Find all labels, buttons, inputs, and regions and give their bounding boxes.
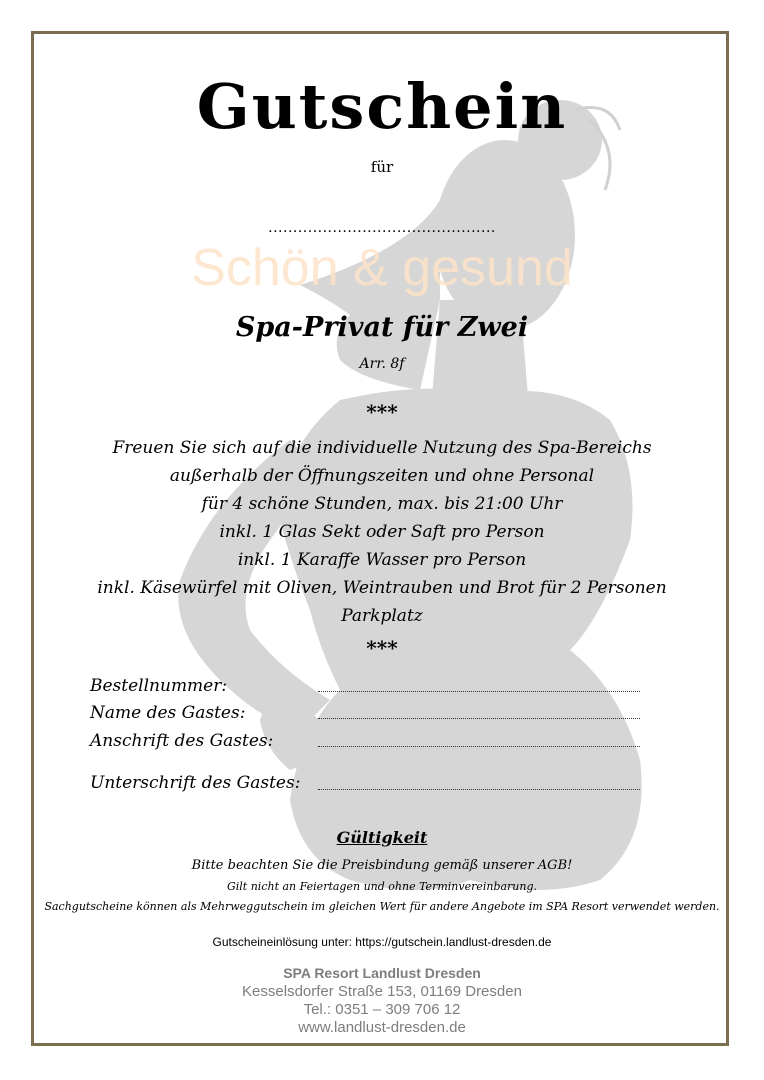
feature-line: außerhalb der Öffnungszeiten und ohne Personal [169, 466, 595, 486]
feature-line: für 4 schöne Stunden, max. bis 21:00 Uhr [201, 494, 563, 514]
guest-address-label: Anschrift des Gastes: [90, 731, 274, 751]
separator-bottom: *** [366, 636, 398, 660]
feature-line: inkl. Käsewürfel mit Oliven, Weintrauben und Brot für 2 Personen [97, 578, 667, 598]
validity-note-holidays: Gilt nicht an Feiertagen und ohne Terminvereinbarung. [226, 880, 538, 893]
redemption-link[interactable]: Gutscheineinlösung unter: https://gutschein.landlust-dresden.de [212, 935, 552, 949]
guest-name-label: Name des Gastes: [90, 703, 246, 723]
feature-line: inkl. 1 Glas Sekt oder Saft pro Person [219, 522, 545, 542]
feature-line: Parkplatz [341, 606, 423, 626]
feature-line: Freuen Sie sich auf die individuelle Nutzung des Spa-Bereichs [112, 438, 652, 458]
voucher-title: Gutschein [196, 70, 568, 143]
resort-name: SPA Resort Landlust Dresden [283, 965, 481, 981]
validity-note-multiuse: Sachgutscheine können als Mehrweggutschein im gleichen Wert für andere Angebote im SPA Resort verwendet werden. [44, 900, 720, 913]
order-number-field[interactable] [318, 690, 640, 692]
resort-website[interactable]: www.landlust-dresden.de [298, 1019, 466, 1036]
order-number-label: Bestellnummer: [90, 676, 228, 696]
guest-signature-field[interactable] [318, 788, 640, 790]
resort-address: Kesselsdorfer Straße 153, 01169 Dresden [242, 983, 522, 1000]
resort-phone: Tel.: 0351 – 309 706 12 [303, 1001, 461, 1018]
guest-name-field[interactable] [318, 717, 640, 719]
package-title: Spa-Privat für Zwei [235, 312, 529, 343]
validity-heading: Gültigkeit [336, 828, 428, 847]
separator-top: *** [366, 400, 398, 424]
arrangement-code: Arr. 8f [359, 356, 405, 372]
brand-watermark: Schön & gesund [191, 239, 573, 297]
guest-address-field[interactable] [318, 745, 640, 747]
recipient-line: .............................................. [268, 220, 496, 236]
guest-signature-label: Unterschrift des Gastes: [90, 773, 301, 793]
for-label: für [370, 158, 394, 176]
feature-line: inkl. 1 Karaffe Wasser pro Person [237, 550, 527, 570]
validity-note-price: Bitte beachten Sie die Preisbindung gemäß unserer AGB! [191, 858, 573, 873]
